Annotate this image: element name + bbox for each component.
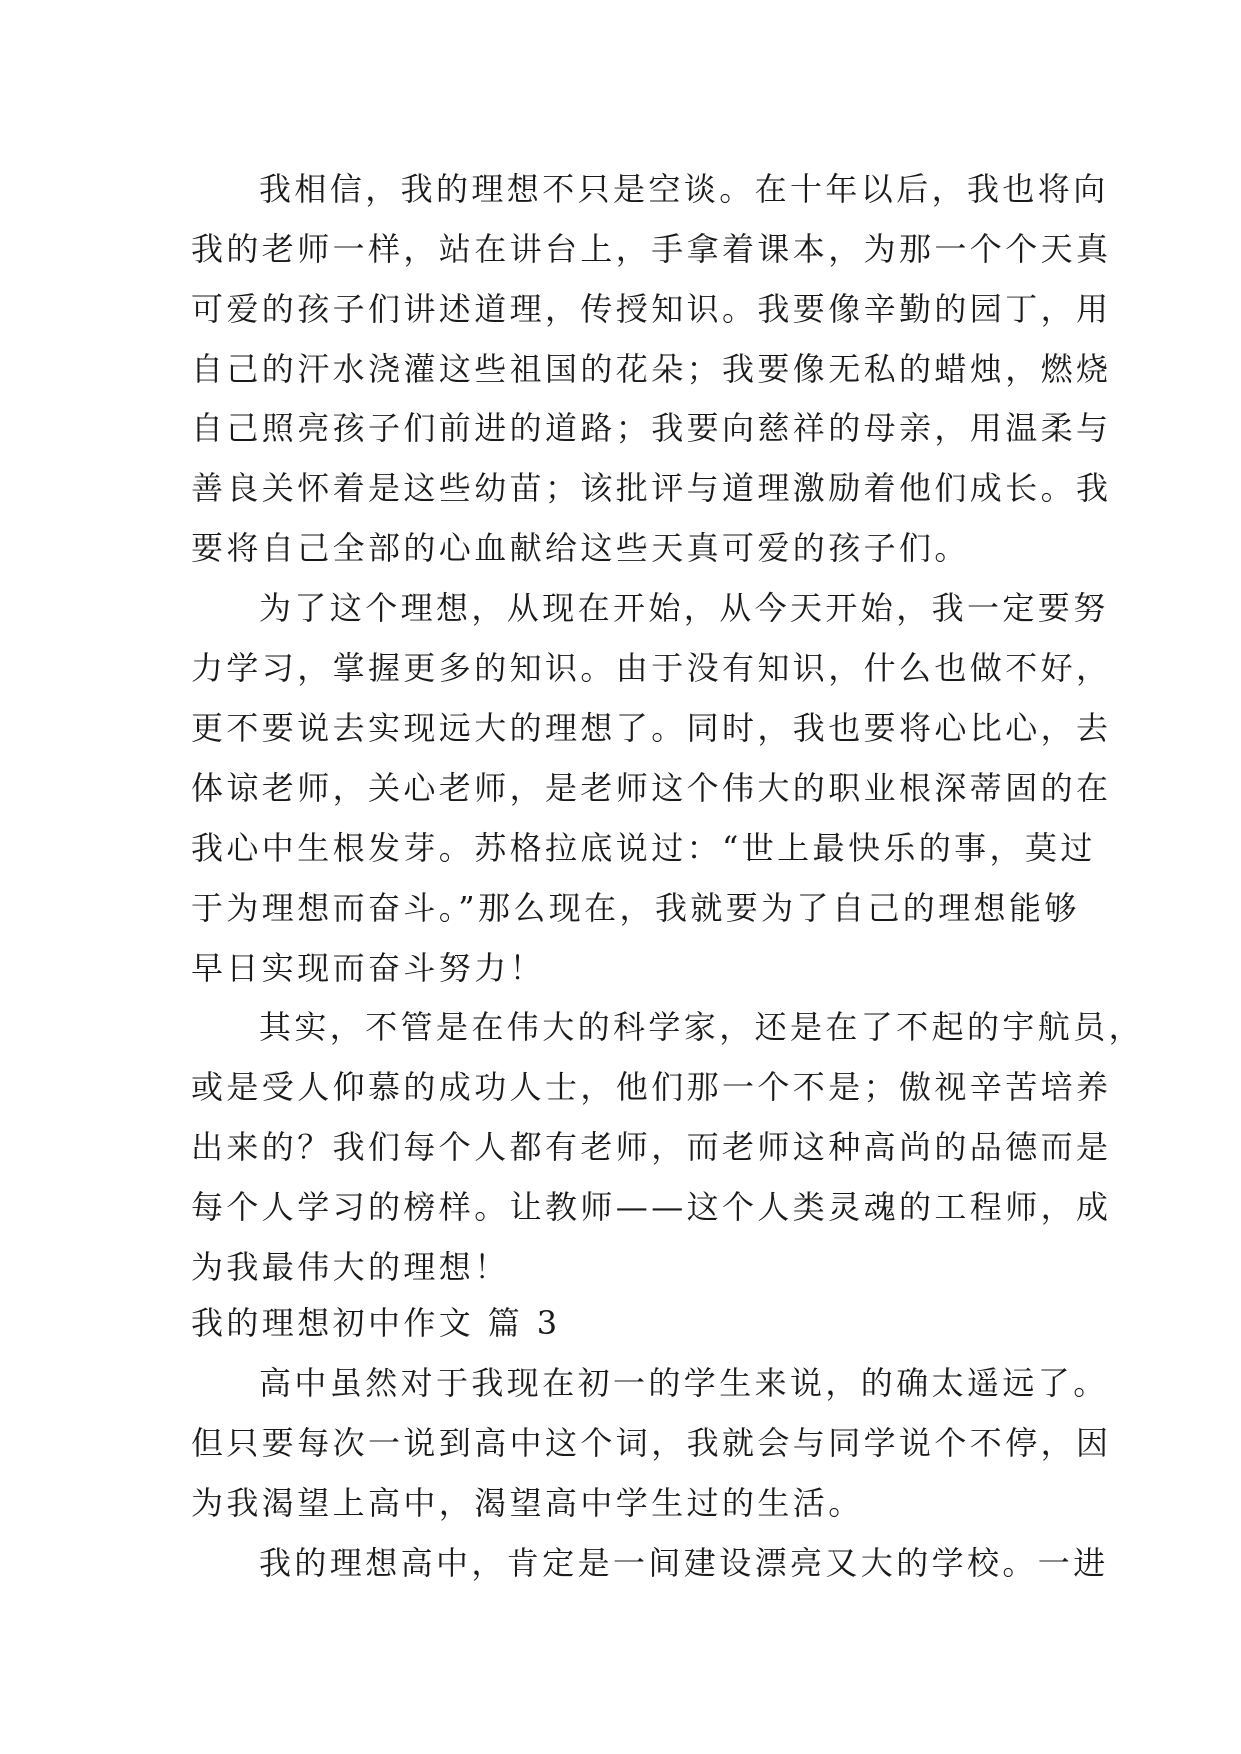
paragraph-line: 为我渴望上高中，渴望高中学生过的生活。 [191, 1484, 864, 1522]
paragraph-line: 高中虽然对于我现在初一的学生来说，的确太遥远了。 [259, 1364, 1109, 1402]
paragraph-line: 我相信，我的理想不只是空谈。在十年以后，我也将向 [259, 170, 1109, 208]
paragraph-line: 为我最伟大的理想！ [191, 1248, 510, 1286]
paragraph-line: 自己照亮孩子们前进的道路；我要向慈祥的母亲，用温柔与 [191, 409, 1112, 447]
paragraph-line: 每个人学习的榜样。让教师——这个人类灵魂的工程师，成 [191, 1188, 1112, 1226]
paragraph-line: 力学习，掌握更多的知识。由于没有知识，什么也做不好， [191, 649, 1112, 687]
paragraph-line: 更不要说去实现远大的理想了。同时，我也要将心比心，去 [191, 709, 1112, 747]
paragraph-line: 自己的汗水浇灌这些祖国的花朵；我要像无私的蜡烛，燃烧 [191, 350, 1112, 388]
paragraph-line: 要将自己全部的心血献给这些天真可爱的孩子们。 [191, 529, 970, 567]
paragraph-line: 为了这个理想，从现在开始，从今天开始，我一定要努 [259, 589, 1109, 627]
paragraph-line: 可爱的孩子们讲述道理，传授知识。我要像辛勤的园丁，用 [191, 290, 1112, 328]
paragraph-line: 体谅老师，关心老师，是老师这个伟大的职业根深蒂固的在 [191, 769, 1112, 807]
section-heading: 我的理想初中作文 篇 3 [191, 1304, 561, 1342]
paragraph-line: 或是受人仰慕的成功人士，他们那一个不是；傲视辛苦培养 [191, 1068, 1112, 1106]
paragraph-line: 我心中生根发芽。苏格拉底说过：“世上最快乐的事，莫过 [191, 829, 1096, 867]
paragraph-line: 于为理想而奋斗。”那么现在，我就要为了自己的理想能够 [191, 889, 1080, 927]
paragraph-line: 但只要每次一说到高中这个词，我就会与同学说个不停，因 [191, 1424, 1112, 1462]
paragraph-line: 早日实现而奋斗努力！ [191, 949, 546, 987]
paragraph-line: 善良关怀着是这些幼苗；该批评与道理激励着他们成长。我 [191, 469, 1112, 507]
paragraph-line: 我的老师一样，站在讲台上，手拿着课本，为那一个个天真 [191, 230, 1112, 268]
paragraph-line: 我的理想高中，肯定是一间建设漂亮又大的学校。一进 [259, 1544, 1109, 1582]
paragraph-line: 其实，不管是在伟大的科学家，还是在了不起的宇航员， [259, 1008, 1145, 1046]
paragraph-line: 出来的？我们每个人都有老师，而老师这种高尚的品德而是 [191, 1128, 1112, 1166]
